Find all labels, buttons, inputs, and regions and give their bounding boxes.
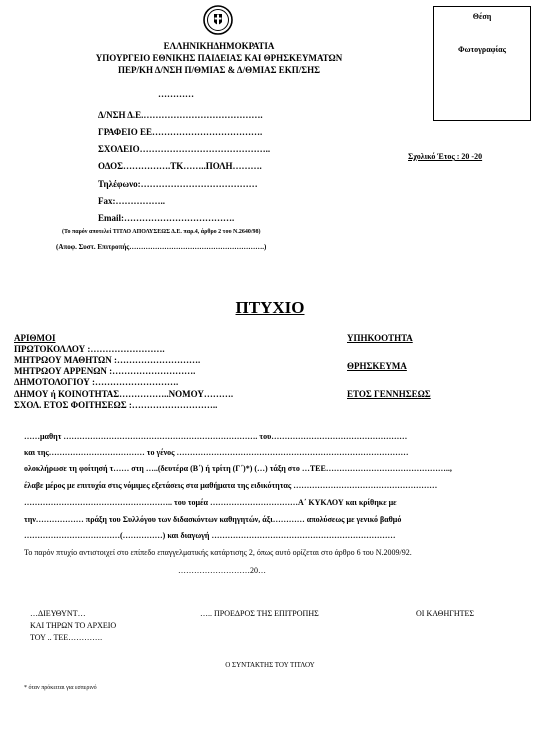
photo-label-line1: Θέση (472, 12, 492, 21)
body-line-sector[interactable]: ……………………………………………….. του τομέα ……………………………Α΄ ΚΥΚΛΟΥ και κρίθηκε με (24, 498, 397, 507)
legal-note: (Το παρόν αποτελεί ΤΙΤΛΟ ΑΠΟΛΥΣΕΩΣ Δ.Ε. παρ.4, άρθρο 2 του Ν.2640/98) (62, 229, 261, 235)
body-line-student[interactable]: ……μαθητ ………………………………………………………………. του…………………………………………… (24, 432, 408, 441)
director-school: ΤΟΥ .. ΤΕΕ…………. (30, 633, 103, 642)
numbers-heading: ΑΡΙΘΜΟΙ (14, 333, 56, 343)
date-line[interactable]: ………………………20… (178, 566, 266, 575)
equivalence-statement: Το παρόν πτυχίο αντιστοιχεί στο επίπεδο επαγγελματικής κατάρτισης 2, όπως αυτό ορίζεται στο άρθρο 6 του Ν.2009/92. (24, 548, 412, 557)
number-protocol[interactable]: ΠΡΩΤΟΚΟΛΛΟΥ :……………………. (14, 344, 165, 354)
field-directorate[interactable]: Δ/ΝΣΗ Δ.Ε.…………………………………. (98, 110, 263, 120)
field-street-postcode-city[interactable]: ΟΔΟΣ…………….ΤΚ……..ΠΟΛΗ………. (98, 161, 262, 171)
teachers-label: ΟΙ ΚΑΘΗΓΗΤΕΣ (416, 609, 475, 618)
header-dots: ………… (158, 89, 194, 99)
directorate-heading: ΠΕΡ/ΚΗ Δ/ΝΣΗ Π/ΘΜΙΑΣ & Δ/ΘΜΙΑΣ ΕΚΠ/ΣΗΣ (118, 65, 320, 75)
number-municipal-registry[interactable]: ΔΗΜΟΤΟΛΟΓΙΟΥ :………………………. (14, 377, 179, 387)
school-year-attendance[interactable]: ΣΧΟΛ. ΕΤΟΣ ΦΟΙΤΗΣΕΩΣ :……………………….. (14, 400, 218, 410)
director-title: …ΔΙΕΥΘΥΝΤ… (30, 609, 86, 618)
body-line-act[interactable]: την……………… πράξη του Συλλόγου των διδασκόντων καθηγητών, άξι………… απολύσεως με γενικό βαθμό (24, 515, 402, 524)
photo-label-line2: Φωτογραφίας (458, 45, 506, 54)
citizenship-label: ΥΠΗΚΟΟΤΗΤΑ (347, 333, 413, 343)
field-office[interactable]: ΓΡΑΦΕΙΟ ΕΕ………………………………. (98, 127, 263, 137)
body-line-mother[interactable]: και της……………………………… το γένος …………………………………………………………………………… (24, 448, 409, 457)
birth-year-label: ΕΤΟΣ ΓΕΝΝΗΣΕΩΣ (347, 389, 431, 399)
field-phone[interactable]: Τηλέφωνο:………………………………… (98, 179, 258, 189)
greek-coat-of-arms-icon (203, 5, 233, 35)
photo-placeholder (433, 6, 531, 121)
body-line-attendance[interactable]: ολοκλήρωσε τη φοίτησή τ…… στη …..(δευτέρα (Β΄) ή τρίτη (Γ΄)*) (…) τάξη στο …ΤΕΕ……………………………………….., (24, 464, 452, 473)
committee-president: ….. ΠΡΟΕΔΡΟΣ ΤΗΣ ΕΠΙΤΡΟΠΗΣ (200, 609, 319, 618)
republic-heading: ΕΛΛΗΝΙΚΗΔΗΜΟΚΡΑΤΙΑ (163, 41, 275, 51)
title-composer: Ο ΣΥΝΤΑΚΤΗΣ ΤΟΥ ΤΙΤΛΟΥ (225, 661, 315, 669)
document-title: ΠΤΥΧΙΟ (235, 298, 305, 317)
committee-decision: (Αποφ. Συστ. Επιτροπής………………………………………………….) (56, 243, 267, 251)
school-year-label: Σχολικό Έτος : 20 -20 (408, 152, 483, 161)
field-fax[interactable]: Fax:…………….. (98, 196, 165, 206)
ministry-heading: ΥΠΟΥΡΓΕΙΟ ΕΘΝΙΚΗΣ ΠΑΙΔΕΙΑΣ ΚΑΙ ΘΡΗΣΚΕΥΜΑΤΩΝ (95, 53, 343, 63)
religion-label: ΘΡΗΣΚΕΥΜΑ (347, 361, 407, 371)
body-line-exams[interactable]: έλαβε μέρος με επιτυχία στις νόμιμες εξετάσεις στα μαθήματα της ειδικότητας ……………………………………………… (24, 481, 438, 490)
number-student-registry[interactable]: ΜΗΤΡΩΟΥ ΜΑΘΗΤΩΝ :………………………. (14, 355, 201, 365)
field-school[interactable]: ΣΧΟΛΕΙΟ…………………………………….. (98, 144, 271, 154)
footnote: * όταν πρόκειται για εσπερινό (24, 685, 97, 691)
director-archive: ΚΑΙ ΤΗΡΩΝ ΤΟ ΑΡΧΕΙΟ (30, 621, 117, 630)
number-male-registry[interactable]: ΜΗΤΡΩΟΥ ΑΡΡΕΝΩΝ :………………………. (14, 366, 196, 376)
body-line-grade[interactable]: ………………………………(……………) και διαγωγή …………………………………………………………… (24, 531, 396, 540)
municipality-prefecture[interactable]: ΔΗΜΟΥ ή ΚΟΙΝΟΤΗΤΑΣ……………..ΝΟΜΟΥ………. (14, 389, 234, 399)
field-email[interactable]: Email:………………………………. (98, 213, 235, 223)
